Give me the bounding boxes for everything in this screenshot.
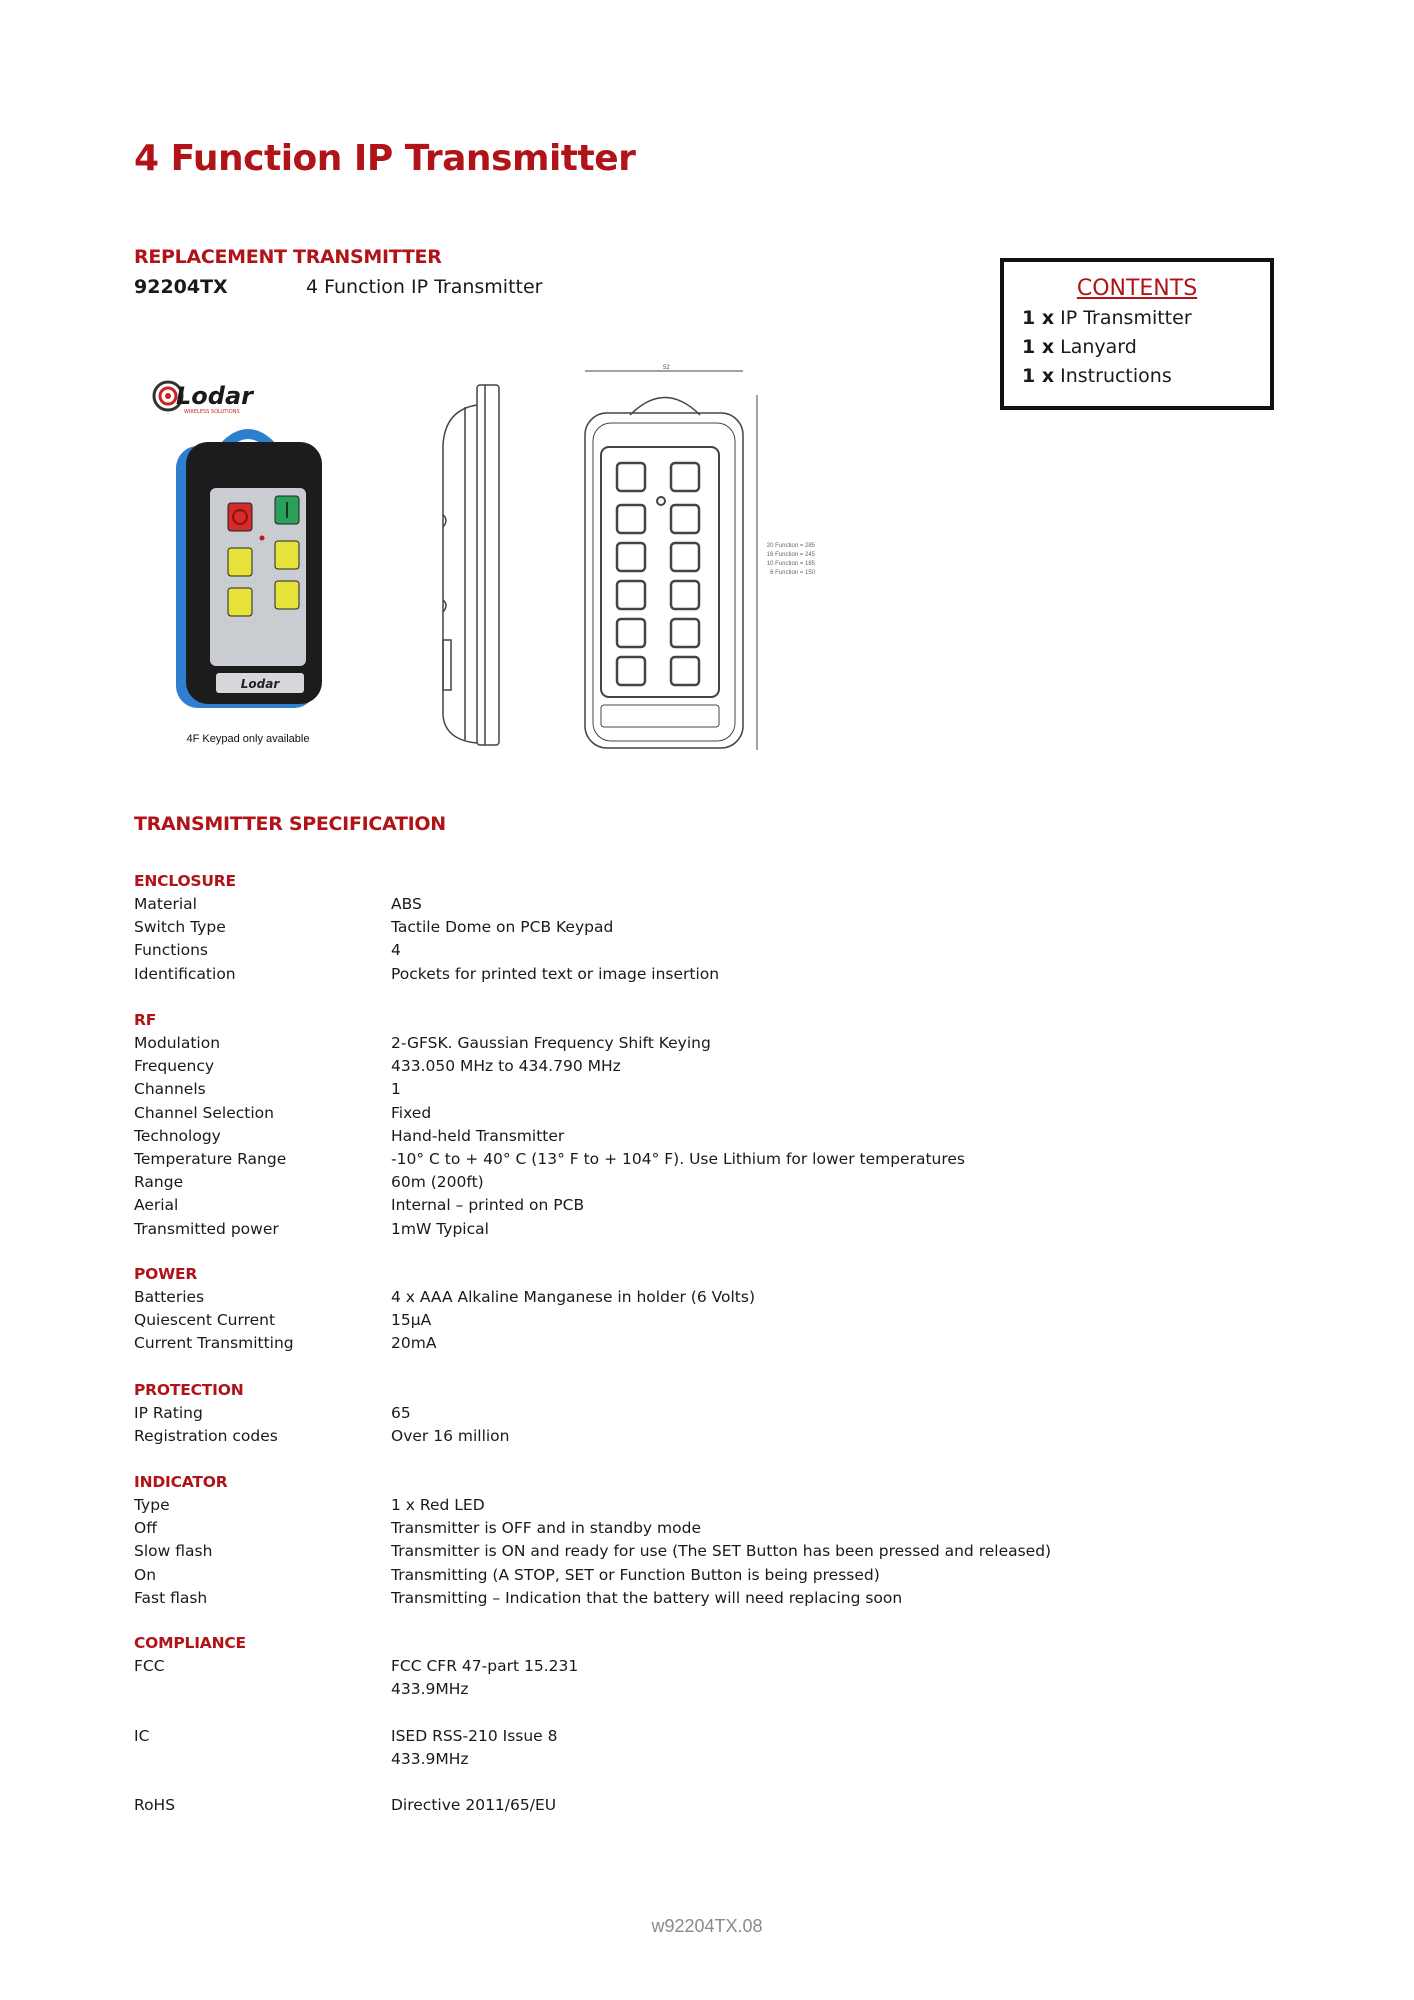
spec-row <box>134 916 719 939</box>
spec-value: 20mA <box>391 1334 437 1353</box>
spec-value: Pockets for printed text or image insertion <box>391 964 720 983</box>
svg-text:10 Function = 185: 10 Function = 185 <box>766 561 815 567</box>
spec-label: Channels <box>134 1080 206 1099</box>
spec-value: 1 <box>391 1080 401 1099</box>
svg-text:52: 52 <box>663 365 670 371</box>
spec-heading: TRANSMITTER SPECIFICATION <box>134 813 446 835</box>
page-title: 4 Function IP Transmitter <box>134 138 636 179</box>
spec-section-rf <box>134 1009 965 1241</box>
spec-row <box>134 1540 1051 1563</box>
spec-row <box>134 1286 755 1309</box>
svg-text:20 Function = 285: 20 Function = 285 <box>766 543 815 549</box>
spec-value: 1mW Typical <box>391 1219 489 1238</box>
spec-label: Current Transmitting <box>134 1334 294 1353</box>
svg-text:Lodar: Lodar <box>240 677 280 691</box>
spec-label: IP Rating <box>134 1404 203 1422</box>
spec-section-indicator <box>134 1471 1051 1610</box>
spec-value: ABS <box>391 895 422 913</box>
svg-text:Lodar: Lodar <box>176 382 253 410</box>
spec-row <box>134 1032 965 1055</box>
contents-qty: 1 x <box>1022 365 1055 387</box>
spec-label: Range <box>134 1173 184 1192</box>
spec-row <box>134 893 719 916</box>
spec-row <box>134 1494 1051 1517</box>
spec-label: Off <box>134 1519 157 1538</box>
spec-label: FCC <box>134 1657 165 1675</box>
spec-value: Internal – printed on PCB <box>391 1196 585 1215</box>
spec-row <box>134 1102 965 1125</box>
spec-label: Batteries <box>134 1288 205 1306</box>
spec-label: Slow flash <box>134 1542 213 1561</box>
contents-box <box>1000 258 1274 410</box>
svg-text:6 Function = 150: 6 Function = 150 <box>770 570 815 576</box>
spec-value: 433.9MHz <box>391 1680 469 1699</box>
contents-heading: CONTENTS <box>1076 276 1198 301</box>
spec-row <box>134 1194 965 1217</box>
spec-row-spacer <box>134 1771 578 1794</box>
spec-row <box>134 1678 578 1701</box>
part-description: 4 Function IP Transmitter <box>306 276 543 298</box>
spec-row <box>134 1402 510 1425</box>
spec-value: 65 <box>391 1404 411 1422</box>
spec-value: Directive 2011/65/EU <box>391 1796 557 1815</box>
spec-section-power <box>134 1263 755 1356</box>
lodar-logo-icon <box>154 382 255 415</box>
contents-name: Instructions <box>1060 365 1172 387</box>
section-heading: COMPLIANCE <box>134 1634 246 1652</box>
svg-text:WIRELESS SOLUTIONS: WIRELESS SOLUTIONS <box>184 409 240 415</box>
spec-label <box>134 1678 391 1701</box>
spec-label: Functions <box>134 941 209 960</box>
spec-section-protection <box>134 1379 510 1448</box>
spec-value: Transmitting – Indication that the battery will need replacing soon <box>391 1588 903 1607</box>
spec-label: Material <box>134 895 197 913</box>
spec-row <box>134 1517 1051 1540</box>
spec-label: Registration codes <box>134 1427 278 1446</box>
spec-value: 4 <box>391 941 401 960</box>
spec-label: Channel Selection <box>134 1103 274 1122</box>
spec-value: 15µA <box>391 1311 432 1330</box>
spec-row <box>134 1425 510 1448</box>
section-heading: PROTECTION <box>134 1381 244 1399</box>
spec-row <box>134 1587 1051 1610</box>
spec-value: Transmitter is ON and ready for use (The SET Button has been pressed and released) <box>391 1542 1052 1561</box>
spec-row <box>134 1055 965 1078</box>
spec-row <box>134 1309 755 1332</box>
part-row <box>134 276 542 299</box>
spec-row <box>134 1748 578 1771</box>
svg-text:16 Function = 245: 16 Function = 245 <box>766 552 815 558</box>
contents-name: Lanyard <box>1060 336 1137 358</box>
spec-label: IC <box>134 1726 150 1745</box>
spec-value: ISED RSS-210 Issue 8 <box>391 1726 558 1745</box>
spec-label: Quiescent Current <box>134 1311 276 1330</box>
spec-label: Frequency <box>134 1057 215 1076</box>
transmitter-photo-icon <box>148 368 348 753</box>
contents-name: IP Transmitter <box>1060 307 1192 329</box>
spec-value: -10° C to + 40° C (13° F to + 104° F). Use Lithium for lower temperatures <box>391 1150 965 1169</box>
technical-drawing <box>425 355 825 755</box>
spec-row <box>134 1171 965 1194</box>
spec-row <box>134 1564 1051 1587</box>
contents-item <box>1022 362 1270 391</box>
spec-label: Switch Type <box>134 918 226 937</box>
spec-row <box>134 1078 965 1101</box>
svg-text:4F Keypad only available: 4F Keypad only available <box>186 733 310 745</box>
spec-label: Transmitted power <box>134 1219 279 1238</box>
spec-label: Aerial <box>134 1196 179 1215</box>
product-photo <box>148 368 348 753</box>
spec-value: Over 16 million <box>391 1427 510 1446</box>
spec-row <box>134 963 719 986</box>
spec-row <box>134 1655 578 1678</box>
spec-row <box>134 1218 965 1241</box>
section-heading: INDICATOR <box>134 1473 228 1491</box>
spec-label: Type <box>134 1496 170 1514</box>
contents-qty: 1 x <box>1022 336 1055 358</box>
spec-label: On <box>134 1565 157 1584</box>
section-heading: RF <box>134 1011 157 1029</box>
transmitter-drawing-icon <box>425 355 825 755</box>
contents-qty: 1 x <box>1022 307 1055 329</box>
section-heading: ENCLOSURE <box>134 872 236 890</box>
spec-label <box>134 1748 391 1771</box>
spec-label: Fast flash <box>134 1588 208 1607</box>
contents-item <box>1022 333 1270 362</box>
spec-value: 433.050 MHz to 434.790 MHz <box>391 1057 621 1076</box>
spec-value: Tactile Dome on PCB Keypad <box>391 918 614 937</box>
spec-label: Identification <box>134 964 236 983</box>
spec-label: Modulation <box>134 1034 221 1052</box>
spec-value: 433.9MHz <box>391 1749 469 1768</box>
spec-value: 4 x AAA Alkaline Manganese in holder (6 Volts) <box>391 1288 756 1306</box>
spec-row <box>134 1332 755 1355</box>
spec-row-spacer <box>134 1701 578 1724</box>
spec-row <box>134 1148 965 1171</box>
spec-label: Temperature Range <box>134 1150 287 1169</box>
replacement-heading: REPLACEMENT TRANSMITTER <box>134 246 442 268</box>
section-heading: POWER <box>134 1265 198 1283</box>
spec-label: Technology <box>134 1126 221 1145</box>
spec-value: 2-GFSK. Gaussian Frequency Shift Keying <box>391 1034 711 1052</box>
spec-value: Transmitting (A STOP, SET or Function Button is being pressed) <box>391 1565 880 1584</box>
spec-value: FCC CFR 47-part 15.231 <box>391 1657 579 1675</box>
spec-value: Hand-held Transmitter <box>391 1126 565 1145</box>
document-code-footer: w92204TX.08 <box>651 1916 763 1936</box>
spec-label: RoHS <box>134 1796 176 1815</box>
spec-row <box>134 939 719 962</box>
spec-section-compliance <box>134 1632 578 1817</box>
spec-row <box>134 1794 578 1817</box>
spec-section-enclosure <box>134 870 719 986</box>
spec-row <box>134 1125 965 1148</box>
spec-value: Fixed <box>391 1103 432 1122</box>
spec-row <box>134 1725 578 1748</box>
contents-item <box>1022 304 1270 333</box>
spec-value: 60m (200ft) <box>391 1173 484 1192</box>
spec-value: 1 x Red LED <box>391 1496 485 1514</box>
spec-value: Transmitter is OFF and in standby mode <box>391 1519 701 1538</box>
part-code: 92204TX <box>134 276 228 298</box>
